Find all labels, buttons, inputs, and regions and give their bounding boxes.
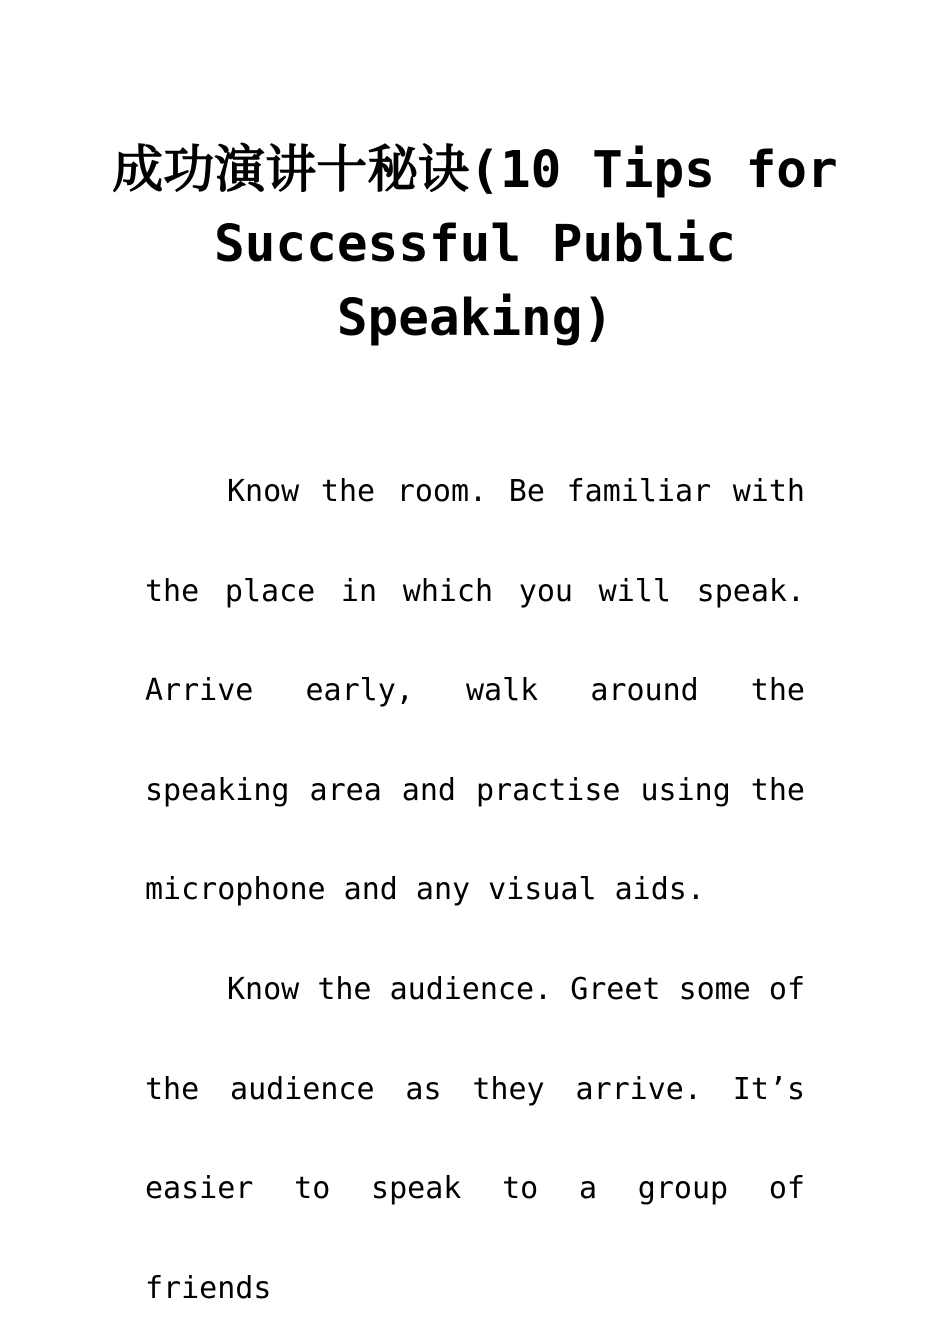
- paragraph-know-the-audience: Know the audience. Greet some of the audience as they arrive. It’s easier to speak to a group of friends: [145, 971, 805, 1306]
- paragraph-know-the-room: Know the room. Be familiar with the place in which you will speak. Arrive early, walk around the speaking area and practise using the microphone and any visual aids.: [145, 474, 805, 908]
- document-title: 成功演讲十秘诀(10 Tips for Successful Public Speaking): [112, 141, 838, 348]
- document-body: [145, 442, 805, 1338]
